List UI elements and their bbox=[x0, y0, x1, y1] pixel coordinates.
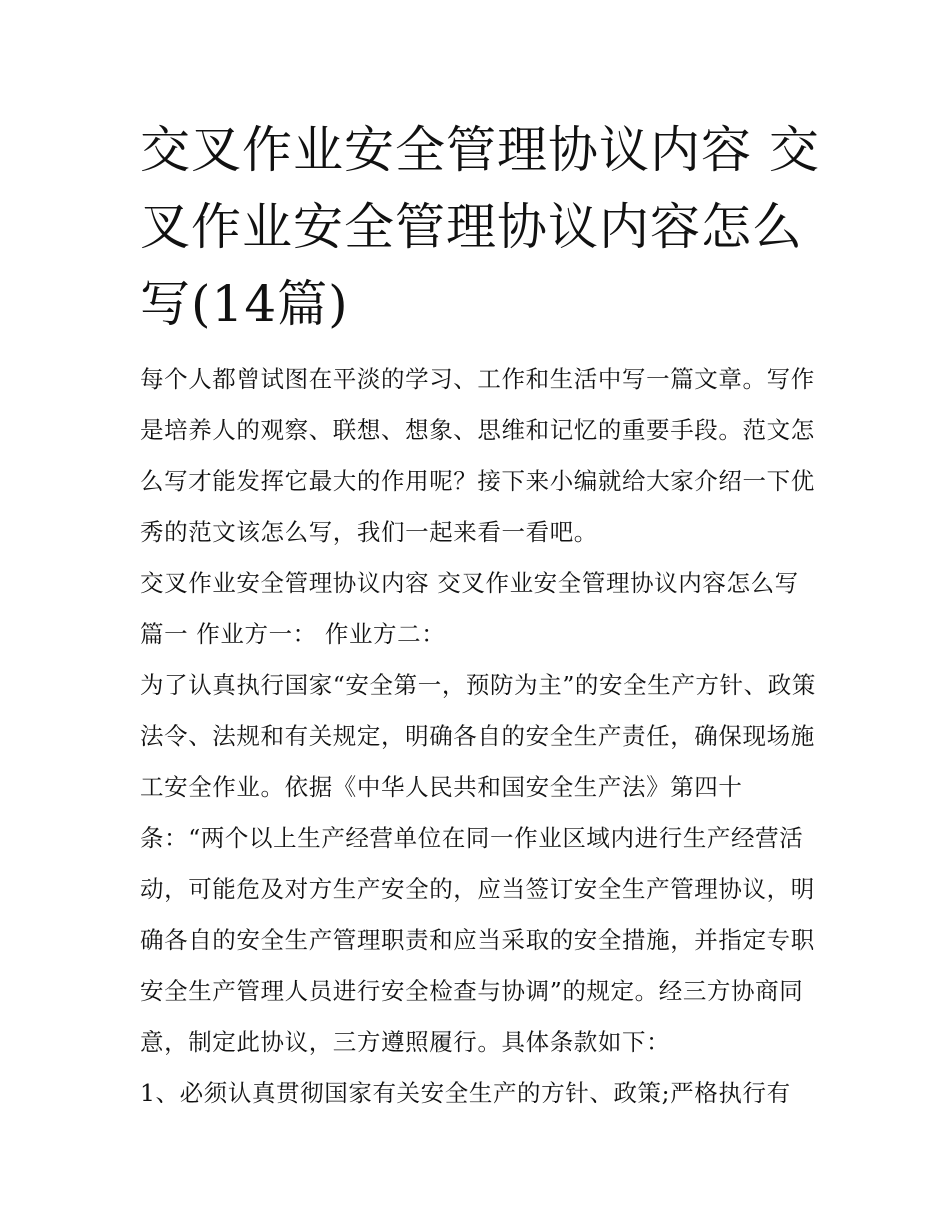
agreement-preamble-paragraph: 为了认真执行国家“安全第一，预防为主”的安全生产方针、政策法令、法规和有关规定，明确各自的安全生产责任，确保现场施工安全作业。依据《中华人民共和国安全生产法》第四十条：“两个以上生产经营单位在同一作业区域内进行生产经营活动，可能危及对方生产安全的，应当签订安全生产管理协议，明确各自的安全生产管理职责和应当采取的安全措施，并指定专职安全生产管理人员进行安全检查与协调”的规定。经三方协商同意，制定此协议，三方遵照履行。具体条款如下： bbox=[140, 671, 816, 1056]
clause-1-paragraph: 1、必须认真贯彻国家有关安全生产的方针、政策;严格执行有 bbox=[140, 1079, 791, 1107]
section-heading-paragraph: 交叉作业安全管理协议内容 交叉作业安全管理协议内容怎么写篇一 作业方一： 作业方二： bbox=[140, 569, 799, 648]
document-title: 交叉作业安全管理协议内容 交叉作业安全管理协议内容怎么写(14篇) bbox=[140, 121, 820, 333]
intro-paragraph: 每个人都曾试图在平淡的学习、工作和生活中写一篇文章。写作是培养人的观察、联想、想象、思维和记忆的重要手段。范文怎么写才能发挥它最大的作用呢？接下来小编就给大家介绍一下优秀的范文该怎么写，我们一起来看一看吧。 bbox=[140, 365, 815, 546]
document-body bbox=[140, 354, 820, 1119]
